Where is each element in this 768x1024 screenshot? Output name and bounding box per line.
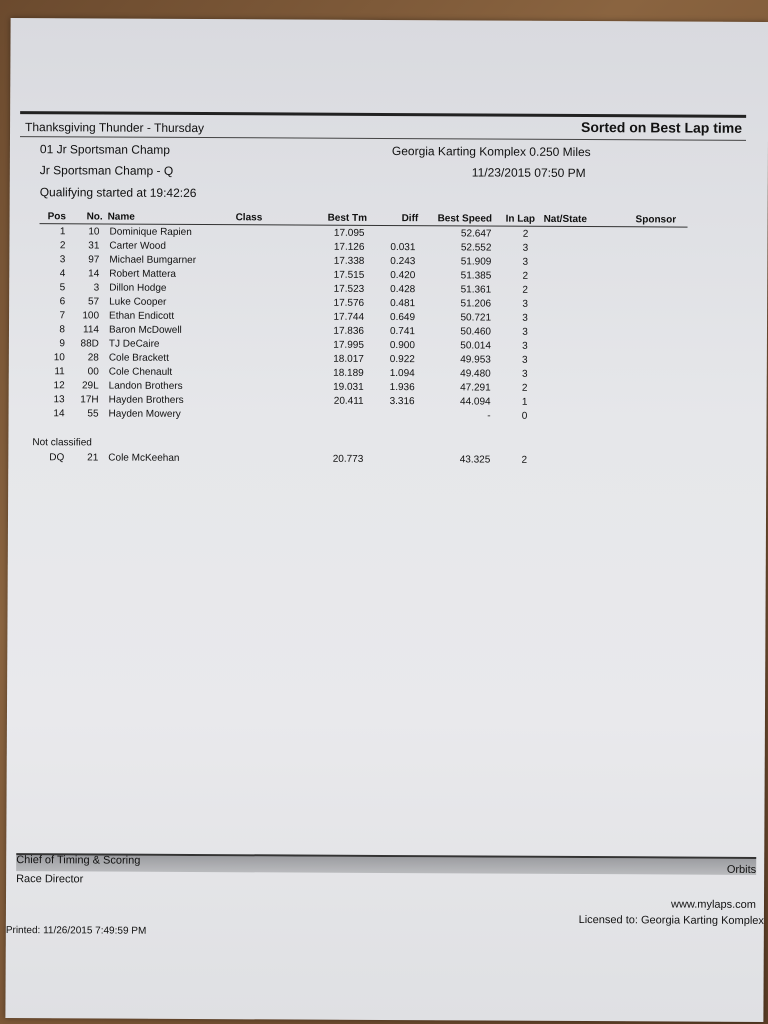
cell-best-speed: 47.291 — [460, 382, 491, 394]
cell-best-time: 17.836 — [333, 325, 365, 337]
cell-position: 13 — [53, 394, 65, 406]
cell-best-time: 19.031 — [333, 381, 364, 393]
cell-driver-name: Hayden Brothers — [108, 394, 184, 406]
orbits-label: Orbits — [726, 863, 757, 876]
cell-driver-name: Dillon Hodge — [109, 282, 167, 294]
cell-driver-name: Robert Mattera — [109, 268, 177, 280]
cell-best-speed: 50.014 — [460, 340, 491, 352]
cell-best-time: 18.189 — [333, 367, 364, 379]
cell-kart-number: 97 — [88, 254, 100, 266]
cell-diff: 1.094 — [389, 368, 415, 380]
col-no: No. — [86, 211, 103, 223]
cell-diff: 0.243 — [390, 256, 416, 268]
cell-diff: 0.922 — [389, 354, 415, 366]
cell-best-time: 18.017 — [333, 353, 364, 365]
header-rule-top — [20, 111, 746, 118]
cell-diff: 0.741 — [389, 326, 416, 338]
cell-position: 14 — [53, 408, 65, 420]
cell-in-lap: 3 — [522, 354, 528, 366]
cell-best-speed: 52.552 — [460, 242, 492, 254]
session-name: Jr Sportsman Champ - Q — [39, 163, 174, 178]
website-label: www.mylaps.com — [670, 898, 757, 911]
col-diff: Diff — [401, 213, 419, 225]
cell-best-speed: 49.480 — [460, 368, 491, 380]
printed-timestamp: Printed: 11/26/2015 7:49:59 PM — [5, 925, 147, 937]
cell-best-speed: - — [487, 410, 491, 422]
cell-driver-name: TJ DeCaire — [108, 338, 160, 350]
cell-best-time: 17.744 — [333, 311, 365, 323]
cell-best-speed: 50.460 — [460, 326, 492, 338]
cell-best-time: 17.338 — [333, 255, 365, 267]
sort-label: Sorted on Best Lap time — [580, 119, 743, 136]
cell-best-speed: 43.325 — [459, 454, 491, 466]
cell-driver-name: Cole Brackett — [108, 352, 169, 364]
cell-driver-name: Carter Wood — [109, 240, 166, 252]
cell-diff: 0.031 — [390, 242, 416, 254]
cell-best-time: 17.095 — [333, 227, 365, 239]
cell-kart-number: 57 — [87, 296, 100, 308]
cell-kart-number: 29L — [81, 380, 99, 392]
event-title: Thanksgiving Thunder - Thursday — [25, 120, 205, 136]
cell-driver-name: Baron McDowell — [108, 324, 182, 336]
cell-best-speed: 51.206 — [460, 298, 492, 310]
col-best-time: Best Tm — [327, 212, 368, 224]
cell-kart-number: 17H — [80, 394, 99, 406]
col-nat-state: Nat/State — [543, 213, 587, 226]
cell-position: 2 — [59, 240, 66, 252]
license-label: Licensed to: Georgia Karting Komplex — [578, 914, 764, 927]
cell-in-lap: 0 — [521, 410, 528, 422]
cell-in-lap: 2 — [522, 284, 529, 296]
cell-driver-name: Landon Brothers — [108, 380, 183, 392]
cell-in-lap: 3 — [522, 340, 528, 352]
cell-best-time: 20.411 — [333, 395, 364, 407]
cell-position: 7 — [59, 310, 66, 322]
not-classified-label: Not classified — [32, 437, 92, 449]
track-name: Georgia Karting Komplex 0.250 Miles — [391, 144, 591, 160]
cell-best-speed: 51.361 — [460, 284, 492, 296]
col-name: Name — [107, 211, 135, 223]
cell-best-speed: 52.647 — [460, 228, 492, 240]
cell-kart-number: 100 — [82, 310, 100, 322]
header-rule-bottom — [20, 136, 746, 141]
session-datetime: 11/23/2015 07:50 PM — [471, 165, 586, 181]
col-pos: Pos — [47, 211, 66, 223]
cell-best-time: 17.126 — [333, 241, 365, 253]
cell-diff: 0.481 — [390, 298, 416, 310]
cell-in-lap: 3 — [522, 256, 529, 268]
cell-kart-number: 00 — [87, 366, 99, 378]
cell-position: 9 — [59, 338, 65, 350]
cell-best-speed: 51.909 — [460, 256, 492, 268]
class-line: 01 Jr Sportsman Champ — [39, 142, 171, 157]
cell-diff: 0.649 — [390, 312, 416, 324]
col-best-speed: Best Speed — [437, 213, 493, 225]
cell-in-lap: 3 — [522, 298, 528, 310]
table-row — [9, 408, 767, 426]
cell-position: 4 — [59, 268, 66, 280]
cell-driver-name: Hayden Mowery — [108, 408, 181, 420]
cell-in-lap: 3 — [522, 312, 528, 324]
cell-driver-name: Michael Bumgarner — [109, 254, 197, 266]
cell-best-time: 20.773 — [332, 453, 364, 465]
col-class: Class — [235, 212, 263, 224]
cell-driver-name: Luke Cooper — [109, 296, 167, 308]
cell-position: 11 — [54, 366, 65, 378]
chief-timing-label: Chief of Timing & Scoring — [16, 854, 141, 867]
cell-kart-number: 88D — [80, 338, 99, 350]
col-sponsor: Sponsor — [635, 214, 677, 226]
cell-kart-number: 3 — [93, 282, 100, 294]
cell-in-lap: 2 — [522, 270, 529, 282]
cell-position: 1 — [59, 226, 66, 238]
qualifying-start: Qualifying started at 19:42:26 — [39, 185, 197, 200]
cell-in-lap: 2 — [521, 382, 528, 394]
cell-in-lap: 3 — [521, 368, 528, 380]
race-director-label: Race Director — [16, 873, 84, 886]
cell-position: 5 — [59, 282, 66, 294]
cell-in-lap: 2 — [522, 228, 529, 240]
cell-driver-name: Cole Chenault — [108, 366, 173, 378]
cell-kart-number: 55 — [87, 408, 99, 420]
cell-kart-number: 114 — [83, 324, 100, 336]
table-row — [8, 452, 766, 470]
cell-kart-number: 28 — [87, 352, 99, 364]
cell-driver-name: Ethan Endicott — [109, 310, 175, 322]
cell-diff: 0.420 — [390, 270, 416, 282]
col-in-lap: In Lap — [505, 213, 536, 225]
cell-best-speed: 50.721 — [460, 312, 492, 324]
cell-position: DQ — [49, 452, 65, 464]
cell-in-lap: 3 — [522, 242, 529, 254]
cell-diff: 1.936 — [389, 382, 415, 394]
cell-best-speed: 44.094 — [459, 396, 491, 408]
cell-best-speed: 49.953 — [460, 354, 491, 366]
cell-position: 10 — [53, 352, 65, 364]
cell-kart-number: 14 — [88, 268, 100, 280]
cell-diff: 0.900 — [389, 340, 415, 352]
cell-in-lap: 3 — [522, 326, 528, 338]
cell-best-time: 17.523 — [333, 283, 365, 295]
cell-best-time: 17.995 — [333, 339, 364, 351]
cell-best-speed: 51.385 — [460, 270, 492, 282]
cell-driver-name: Dominique Rapien — [109, 226, 192, 238]
cell-best-time: 17.515 — [333, 269, 365, 281]
cell-kart-number: 21 — [87, 452, 99, 464]
cell-driver-name: Cole McKeehan — [108, 452, 180, 464]
results-sheet — [5, 18, 768, 1022]
cell-position: 3 — [59, 254, 66, 266]
cell-kart-number: 10 — [88, 226, 100, 238]
cell-position: 12 — [53, 380, 65, 392]
cell-in-lap: 2 — [521, 454, 528, 466]
cell-diff: 0.428 — [390, 284, 416, 296]
cell-diff: 3.316 — [389, 396, 415, 408]
cell-kart-number: 31 — [88, 240, 100, 252]
cell-best-time: 17.576 — [333, 297, 365, 309]
cell-in-lap: 1 — [521, 396, 528, 408]
cell-position: 8 — [59, 324, 66, 336]
cell-position: 6 — [59, 296, 66, 308]
